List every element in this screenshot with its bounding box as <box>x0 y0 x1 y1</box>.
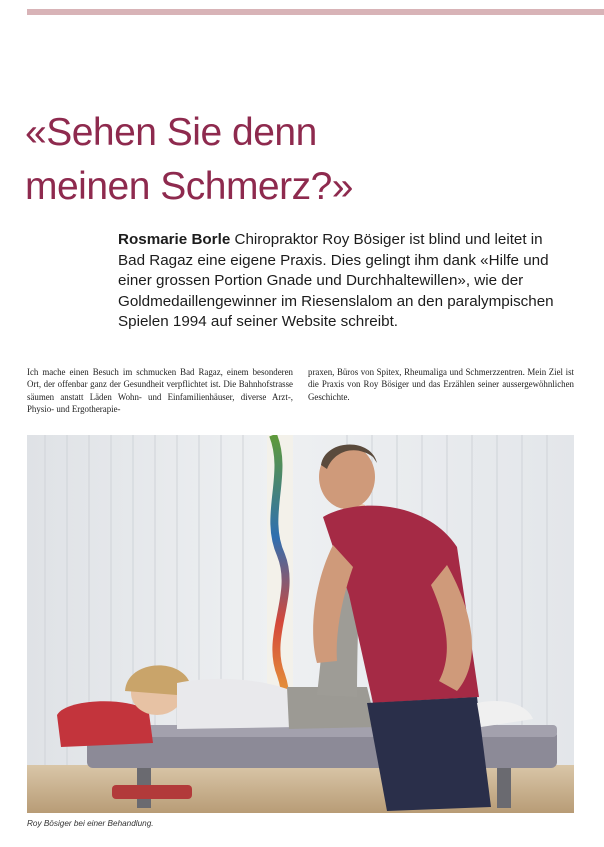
top-rule <box>27 9 604 15</box>
headline-line-2: meinen Schmerz?» <box>25 165 353 208</box>
body-column-2: praxen, Büros von Spitex, Rheumaliga und Schmerzzentren. Mein Ziel ist die Praxis von Roy Bösiger und das Erzählen seiner aussergewöhnlichen Geschichte. <box>308 367 574 402</box>
treatment-photo-illustration <box>27 435 574 813</box>
lead-text: Chiropraktor Roy Bösiger ist blind und leitet in Bad Ragaz eine eigene Praxis. Dies gelingt ihm dank «Hilfe und einer grossen Portion Gnade und Durchhaltewillen», wie der Goldmedaillengewinner im Riesenslalom an den paralympischen Spielen 1994 auf seiner Website schreibt. <box>118 231 554 331</box>
photo-caption: Roy Bösiger bei einer Behandlung. <box>27 819 154 828</box>
author-name: Rosmarie Borle <box>118 231 231 248</box>
body-column-1: Ich mache einen Besuch im schmucken Bad Ragaz, einem besonderen Ort, der offenbar ganz der Gesundheit verpflichtet ist. Die Bahnhofstrasse säumen anstatt Läden Wohn- und Einfamilienhäuser, diverse Arzt-, Physio- und Ergotherapie- <box>27 367 293 415</box>
lead-paragraph <box>118 230 568 333</box>
headline-line-1: «Sehen Sie denn <box>25 111 317 154</box>
treatment-photo <box>27 435 574 813</box>
headline <box>25 106 585 214</box>
